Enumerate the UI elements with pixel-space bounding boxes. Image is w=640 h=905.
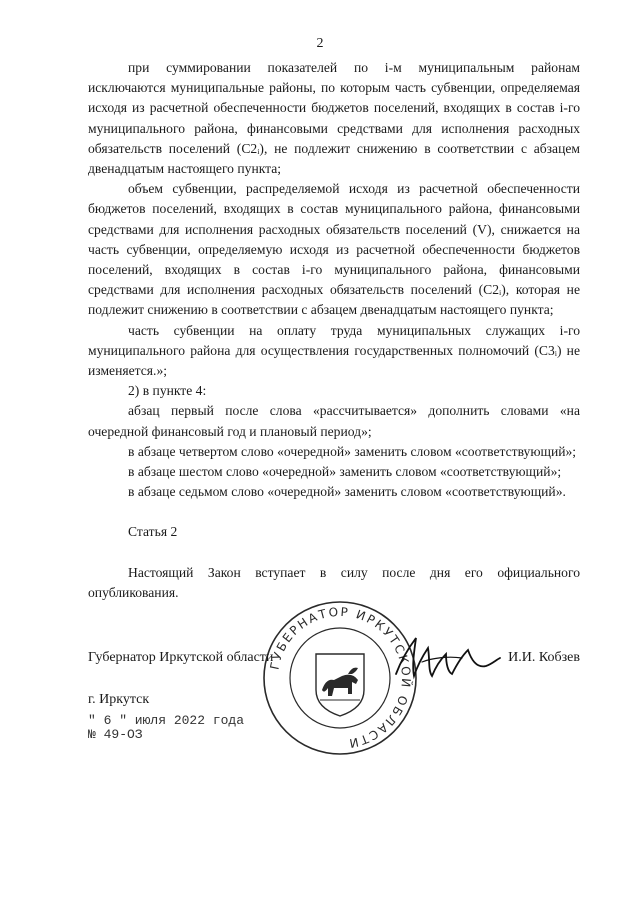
- paragraph: часть субвенции на оплату труда муниципальных служащих i-го муниципального района для осуществления государственных полномочий (С3ᵢ) не изменяется.»;: [88, 322, 580, 379]
- paragraph: при суммировании показателей по i-м муниципальным районам исключаются муниципальные районы, по которым часть субвенции, определяемая исходя из расчетной обеспеченности бюджетов поселений, входящих в состав i-го муниципального района, финансовыми средствами для исполнения расходных обязательств поселений (С2ᵢ), не подлежит снижению в соответствии с абзацем двенадцатым настоящего пункта;: [88, 60, 580, 177]
- paragraph: объем субвенции, распределяемой исходя из расчетной обеспеченности бюджетов поселений, входящих в состав муниципального района, финансовыми средствами для исполнения расходных обязательств поселений (V), снижается на часть субвенции, определяемую исходя из расчетной обеспеченности бюджетов поселений, входящих в состав i-го муниципального района, финансовыми средствами для исполнения расходных обязательств поселений (С2ᵢ), которая не подлежит снижению в соответствии с абзацем двенадцатым настоящего пункта;: [88, 181, 580, 318]
- paragraph: в абзаце четвертом слово «очередной» заменить словом «соответствующий»;: [128, 443, 577, 459]
- law-number: № 49-ОЗ: [88, 727, 143, 742]
- paragraph: 2) в пункте 4:: [128, 383, 207, 399]
- governor-title: Губернатор Иркутской области: [88, 650, 274, 665]
- governor-name: И.И. Кобзев: [508, 650, 580, 665]
- seal-text: ГУБЕРНАТОР ИРКУТСКОЙ ОБЛАСТИ: [267, 604, 414, 751]
- article-heading: Статья 2: [128, 524, 178, 540]
- paragraph: абзац первый после слова «рассчитывается» дополнить словами «на очередной финансовый год и плановый период»;: [88, 403, 580, 439]
- page-number: 2: [316, 36, 324, 51]
- date-line: " 6 " июля 2022 года: [88, 713, 245, 728]
- document-body: [88, 58, 580, 603]
- paragraph: в абзаце шестом слово «очередной» заменить словом «соответствующий»;: [128, 464, 562, 480]
- paragraph: в абзаце седьмом слово «очередной» заменить словом «соответствующий».: [128, 484, 566, 500]
- article-text: Настоящий Закон вступает в силу после дня его официального опубликования.: [88, 564, 580, 600]
- handwritten-signature-icon: [392, 628, 502, 688]
- city: г. Иркутск: [88, 692, 150, 707]
